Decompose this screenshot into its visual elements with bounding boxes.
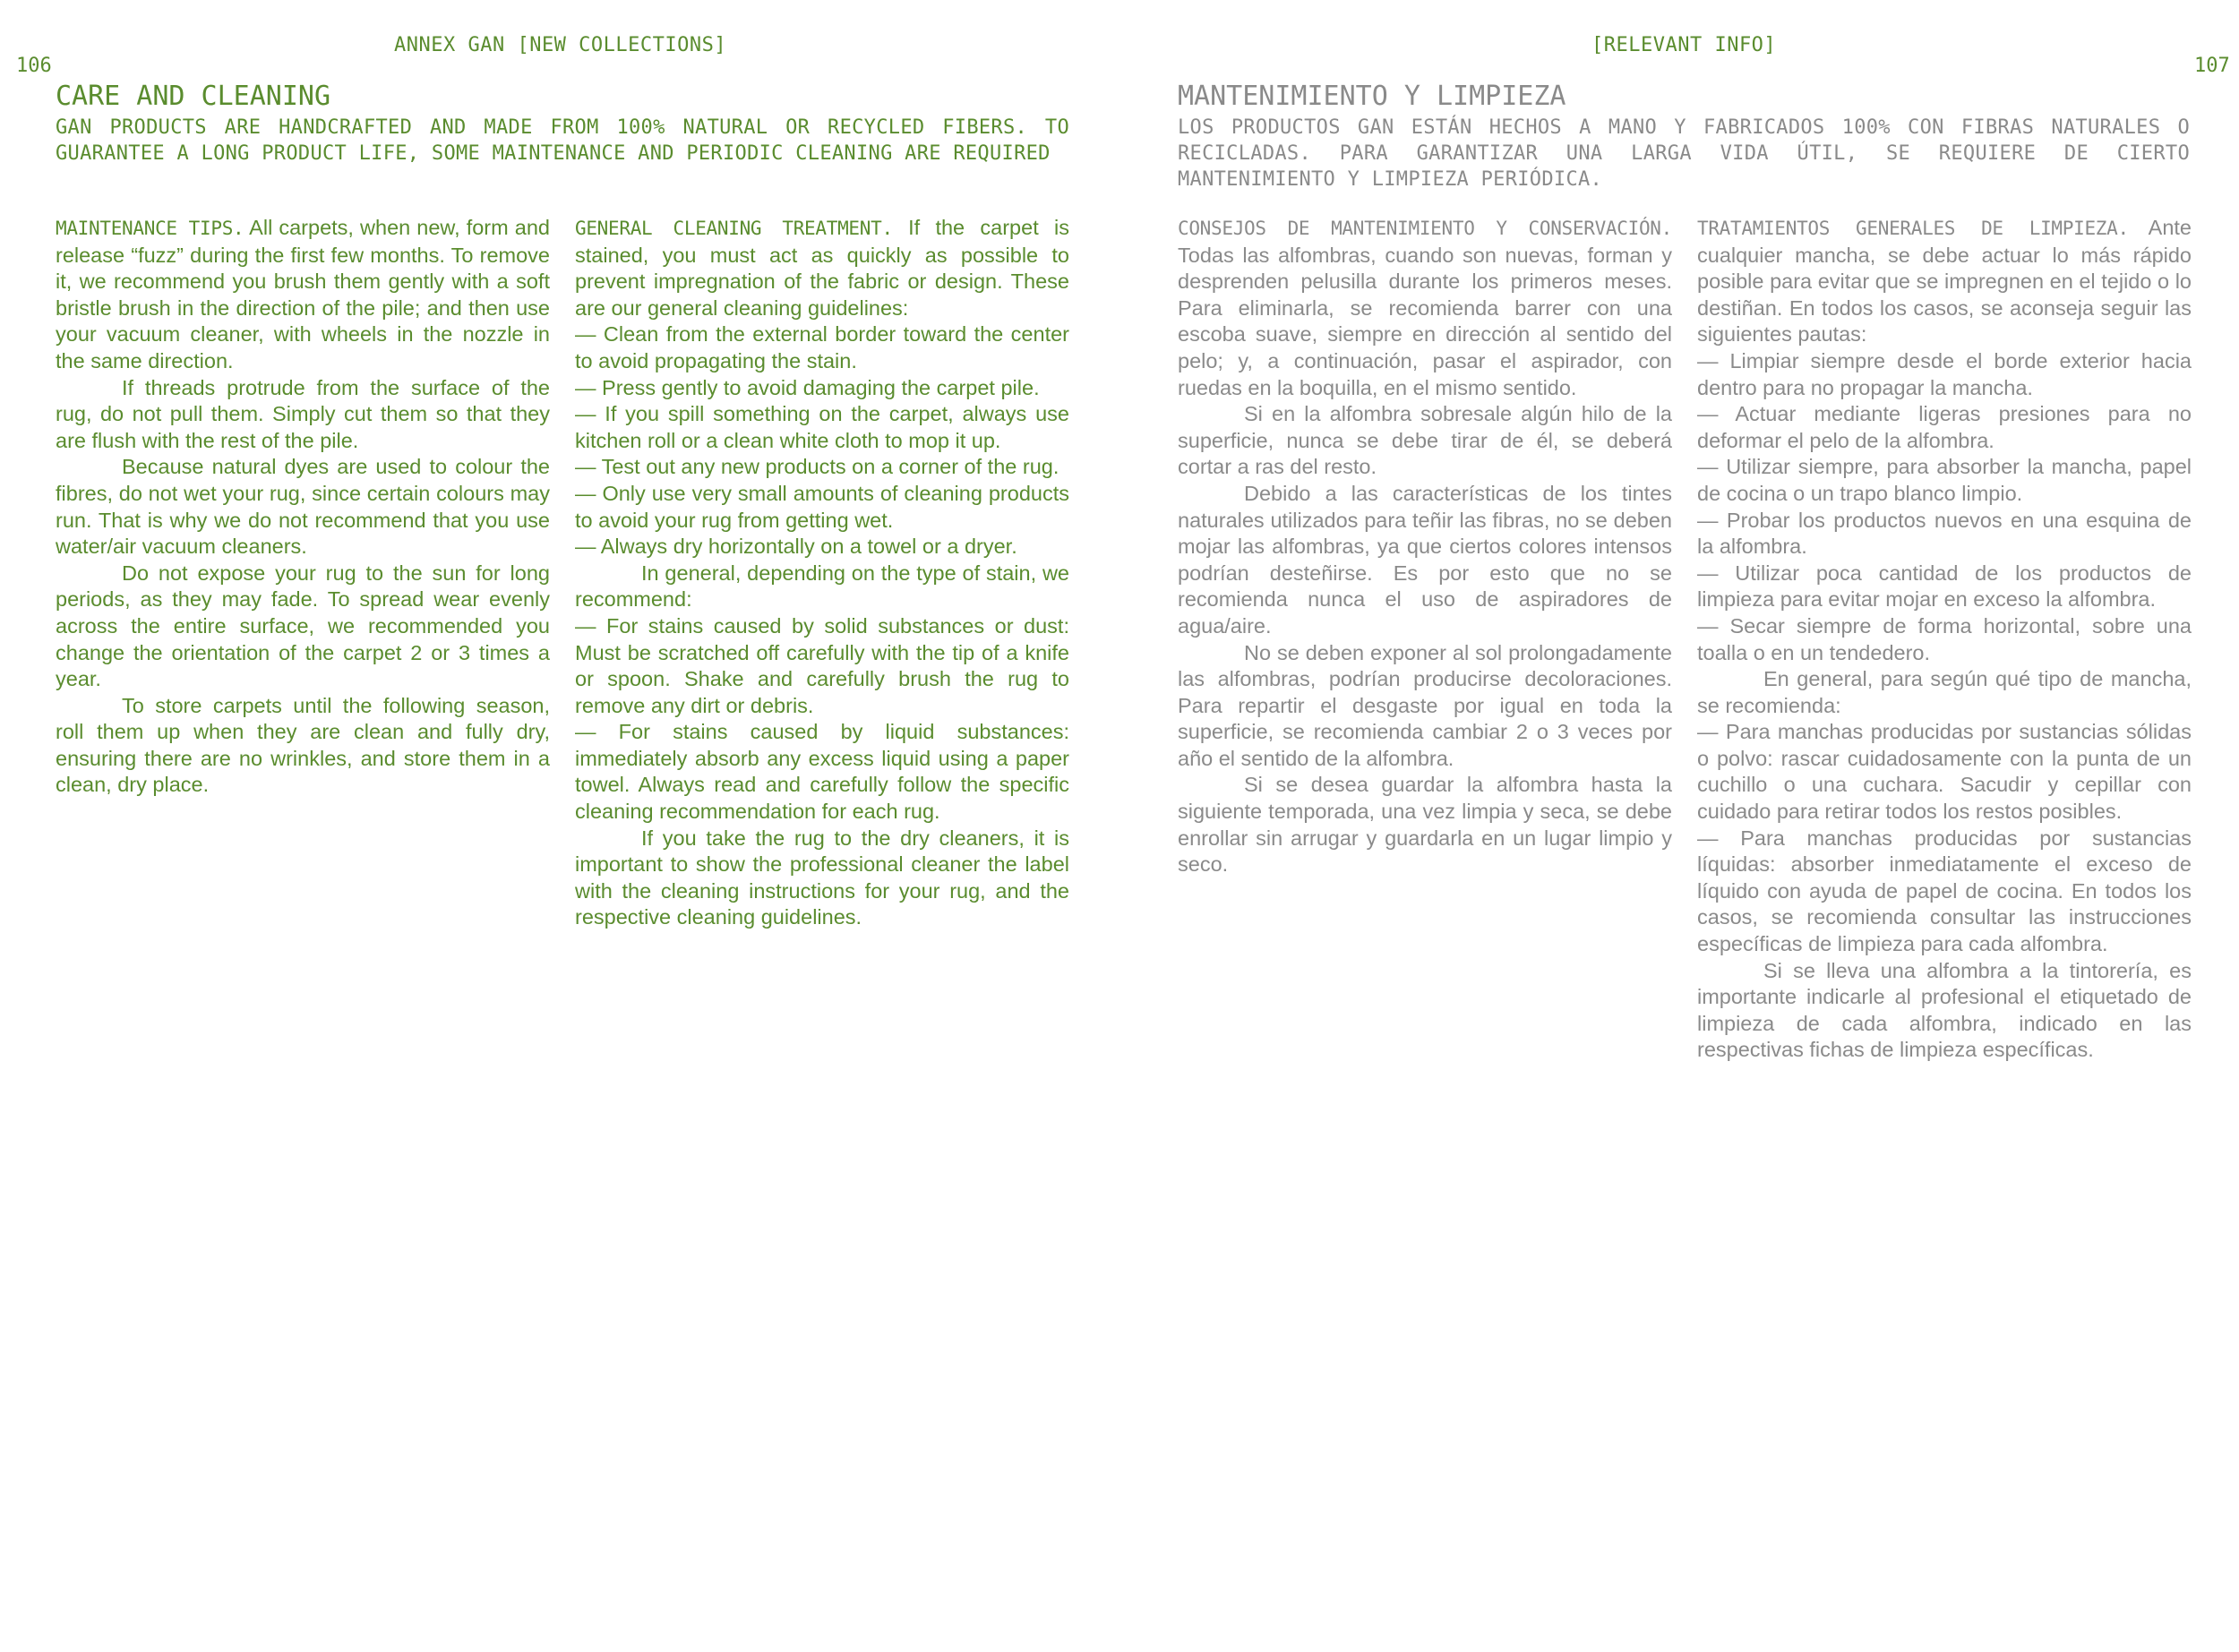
list-item: — Secar siempre de forma horizontal, sobre una toalla o en un tendedero. [1697, 613, 2192, 664]
section-lead: TRATAMIENTOS GENERALES DE LIMPIEZA. [1697, 218, 2129, 239]
page-title: MANTENIMIENTO Y LIMPIEZA [1178, 81, 1566, 112]
list-item: — Press gently to avoid damaging the carpet pile. [575, 375, 1040, 399]
paragraph: Si en la alfombra sobresale algún hilo de la superficie, nunca se debe tirar de él, se deberá cortar a ras del resto. [1178, 402, 1672, 479]
paragraph: Si se lleva una alfombra a la tintorería, es importante indicarle al profesional el etiquetado de limpieza de cada alfombra, indicado en las respectivas fichas de limpieza específicas. [1697, 958, 2192, 1062]
lead-text: Ante cualquier mancha, se debe actuar lo más rápido posible para evitar que se impregnen en el tejido o lo destiñan. En todos los casos, se aconseja seguir las siguientes pautas: [1697, 216, 2192, 347]
page-number: 107 [2194, 55, 2230, 77]
maintenance-tips-column [1178, 215, 1672, 878]
list-item: — Utilizar poca cantidad de los productos de limpieza para evitar mojar en exceso la alfombra. [1697, 561, 2192, 612]
list-item: — For stains caused by liquid substances: immediately absorb any excess liquid using a paper towel. Always read and carefully follow the specific cleaning recommendation for each rug. [575, 720, 1069, 824]
list-item: — Actuar mediante ligeras presiones para no deformar el pelo de la alfombra. [1697, 402, 2192, 452]
list-item: — Limpiar siempre desde el borde exterior hacia dentro para no propagar la mancha. [1697, 348, 2192, 399]
list-item: — Only use very small amounts of cleaning products to avoid your rug from getting wet. [575, 481, 1069, 532]
page-number: 106 [16, 55, 52, 77]
lead-paragraph [56, 215, 550, 375]
maintenance-tips-column [56, 215, 550, 799]
paragraph: En general, para según qué tipo de mancha, se recomienda: [1697, 667, 2192, 717]
lead-text: If the carpet is stained, you must act as quickly as possible to prevent impregnation of the fabric or design. These are our general cleaning guidelines: [575, 216, 1069, 320]
list-item: — If you spill something on the carpet, always use kitchen roll or a clean white cloth to mop it up. [575, 402, 1069, 452]
lead-text: All carpets, when new, form and release “fuzz” during the first few months. To remove it, we recommend you brush them gently with a soft bristle brush in the direction of the pile; and then use your vacuum cleaner, with wheels in the nozzle in the same direction. [56, 216, 550, 372]
list-item: — Utilizar siempre, para absorber la mancha, papel de cocina o un trapo blanco limpio. [1697, 455, 2192, 505]
list-item: — Probar los productos nuevos en una esquina de la alfombra. [1697, 508, 2192, 559]
paragraph: If you take the rug to the dry cleaners, it is important to show the professional cleaner the label with the cleaning instructions for your rug, and the respective cleaning guidelines. [575, 826, 1069, 929]
list-item: — Para manchas producidas por sustancias sólidas o polvo: rascar cuidadosamente con la punta de un cuchillo o una cuchara. Sacudir y cepillar con cuidado para retirar todos los restos posibles. [1697, 720, 2192, 824]
paragraph: Si se desea guardar la alfombra hasta la siguiente temporada, una vez limpia y seca, se debe enrollar sin arrugar y guardarla en un lugar limpio y seco. [1178, 773, 1672, 877]
paragraph: No se deben exponer al sol prolongadamente las alfombras, podrían producirse decoloraciones. Para repartir el desgaste por igual en toda la superficie, se recomienda cambiar 2 o 3 veces por año el sentido de la alfombra. [1178, 640, 1672, 770]
running-head: [RELEVANT INFO] [1591, 34, 1777, 56]
cleaning-treatment-column [1697, 215, 2192, 1064]
cleaning-treatment-column [575, 215, 1069, 931]
running-head: ANNEX GAN [NEW COLLECTIONS] [394, 34, 727, 56]
list-item: — Test out any new products on a corner of the rug. [575, 455, 1059, 479]
section-lead: GENERAL CLEANING TREATMENT. [575, 218, 893, 239]
paragraph: Because natural dyes are used to colour the fibres, do not wet your rug, since certain colours may run. That is why we do not recommend that you use water/air vacuum cleaners. [56, 455, 550, 559]
right-page [1120, 0, 2239, 1652]
intro-text: GAN PRODUCTS ARE HANDCRAFTED AND MADE FROM 100% NATURAL OR RECYCLED FIBERS. TO GUARANTEE A LONG PRODUCT LIFE, SOME MAINTENANCE AND PERIODIC CLEANING ARE REQUIRED [56, 116, 1069, 165]
page-title: CARE AND CLEANING [56, 81, 331, 112]
list-item: — Clean from the external border toward the center to avoid propagating the stain. [575, 322, 1069, 372]
paragraph: If threads protrude from the surface of the rug, do not pull them. Simply cut them so that they are flush with the rest of the pile. [56, 375, 550, 452]
list-item: — Always dry horizontally on a towel or a dryer. [575, 535, 1017, 559]
paragraph: Debido a las características de los tintes naturales utilizados para teñir las fibras, no se deben mojar las alfombras, ya que ciertos colores intensos podrían desteñirse. Es por esto que no se recomienda nunca el uso de aspiradores de agua/aire. [1178, 481, 1672, 638]
section-lead: MAINTENANCE TIPS. [56, 218, 244, 239]
section-lead: CONSEJOS DE MANTENIMIENTO Y CONSERVACIÓN. [1178, 218, 1672, 239]
intro-text: LOS PRODUCTOS GAN ESTÁN HECHOS A MANO Y FABRICADOS 100% CON FIBRAS NATURALES O RECICLADAS. PARA GARANTIZAR UNA LARGA VIDA ÚTIL, SE REQUIERE DE CIERTO MANTENIMIENTO Y LIMPIEZA PERIÓDICA. [1178, 116, 2190, 191]
paragraph: In general, depending on the type of stain, we recommend: [575, 561, 1069, 612]
paragraph: Do not expose your rug to the sun for long periods, as they may fade. To spread wear evenly across the entire surface, we recommended you change the orientation of the carpet 2 or 3 times a year. [56, 561, 550, 691]
lead-paragraph [575, 215, 1069, 321]
lead-paragraph [1178, 215, 1672, 401]
lead-paragraph [1697, 215, 2192, 348]
list-item: — For stains caused by solid substances or dust: Must be scratched off carefully with the tip of a knife or spoon. Shake and carefully brush the rug to remove any dirt or debris. [575, 613, 1069, 717]
paragraph: To store carpets until the following season, roll them up when they are clean and fully dry, ensuring there are no wrinkles, and store them in a clean, dry place. [56, 693, 550, 797]
lead-text: Todas las alfombras, cuando son nuevas, forman y desprenden pelusilla durante los primeros meses. Para eliminarla, se recomienda barrer con una escoba suave, siempre en dirección al sentido del pelo; y, a continuación, pasar el aspirador, con ruedas en la boquilla, en el mismo sentido. [1178, 243, 1672, 399]
list-item: — Para manchas producidas por sustancias líquidas: absorber inmediatamente el exceso de líquido con ayuda de papel de cocina. En todos los casos, se recomienda consultar las instrucciones específicas de limpieza para cada alfombra. [1697, 826, 2192, 956]
